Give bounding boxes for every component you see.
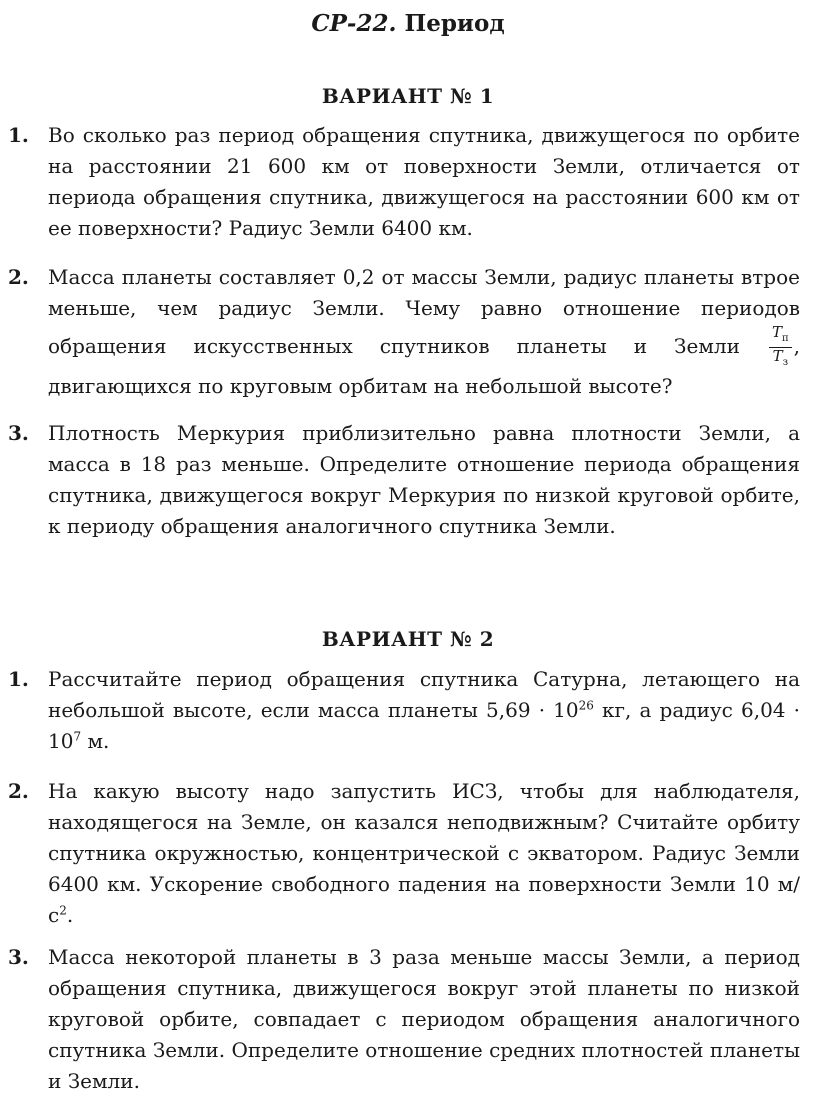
problem-text-after: , двигающихся по круговым орбитам на небольшой высоте? bbox=[48, 334, 801, 398]
variant-2-problem-1 bbox=[8, 664, 800, 757]
variant-2-problem-3 bbox=[8, 942, 800, 1097]
problem-text: На какую высоту надо запустить ИСЗ, чтобы для наблюдателя, находящегося на Земле, он казался неподвижным? Считайте орбиту спутника окружностью, концентрической с экватором. Радиус Земли 6400 км. Ускорение свободного падения на поверхности Земли 10 $м/с^2$. bbox=[48, 779, 800, 927]
problem-number: 3. bbox=[8, 945, 29, 969]
variant-2-heading: ВАРИАНТ № 2 bbox=[321, 627, 495, 651]
exponent: 2 bbox=[59, 903, 67, 918]
title-text: Период bbox=[404, 10, 505, 37]
problem-text-before: Масса планеты составляет 0,2 от массы Земли, радиус планеты втрое меньше, чем радиус Земли. Чему равно отношение периодов обращения искусственных спутников планеты и Земли bbox=[48, 265, 800, 358]
exponent: 7 bbox=[73, 729, 82, 744]
problem-number: 1. bbox=[8, 123, 29, 147]
fraction-numerator: $T_п$ bbox=[769, 324, 792, 348]
problem-number: 2. bbox=[8, 779, 29, 803]
variant-1-heading: ВАРИАНТ № 1 bbox=[321, 84, 495, 108]
fraction-denominator: $T_з$ bbox=[772, 347, 789, 368]
problem-text: Масса некоторой планеты в 3 раза меньше массы Земли, а период обращения спутника, движущегося вокруг этой планеты по низкой круговой орбите, совпадает с периодом обращения аналогичного спутника Земли. Определите отношение средних плотностей планеты и Земли. bbox=[48, 945, 800, 1093]
exponent: 26 bbox=[578, 698, 594, 713]
problem-number: 3. bbox=[8, 421, 29, 445]
variant-2-problem-2 bbox=[8, 776, 800, 931]
problem-text: Во сколько раз период обращения спутника, движущегося по орбите на расстоянии 21 600 км от поверхности Земли, отличается от периода обращения спутника, движущегося на расстоянии 600 км от ее поверхности? Радиус Земли 6400 км. bbox=[48, 123, 800, 240]
variant-1-problem-1 bbox=[8, 120, 800, 244]
problem-text bbox=[48, 262, 800, 402]
problem-text: Рассчитайте период обращения спутника Сатурна, летающего на небольшой высоте, если масса планеты $5,69 \cdot 10^{26}$ кг, а радиус $6,04 \cdot 10^7$ м. bbox=[48, 667, 800, 753]
variant-1-problem-3 bbox=[8, 418, 800, 542]
variant-1-problem-2 bbox=[8, 262, 800, 402]
period-ratio-fraction bbox=[769, 324, 792, 371]
problem-number: 2. bbox=[8, 265, 29, 289]
page-title bbox=[0, 10, 816, 37]
problem-text: Плотность Меркурия приблизительно равна плотности Земли, а масса в 18 раз меньше. Определите отношение периода обращения спутника, движущегося вокруг Меркурия по низкой круговой орбите, к периоду обращения аналогичного спутника Земли. bbox=[48, 421, 800, 538]
problem-number: 1. bbox=[8, 667, 29, 691]
title-code: СР-22. bbox=[311, 10, 397, 37]
